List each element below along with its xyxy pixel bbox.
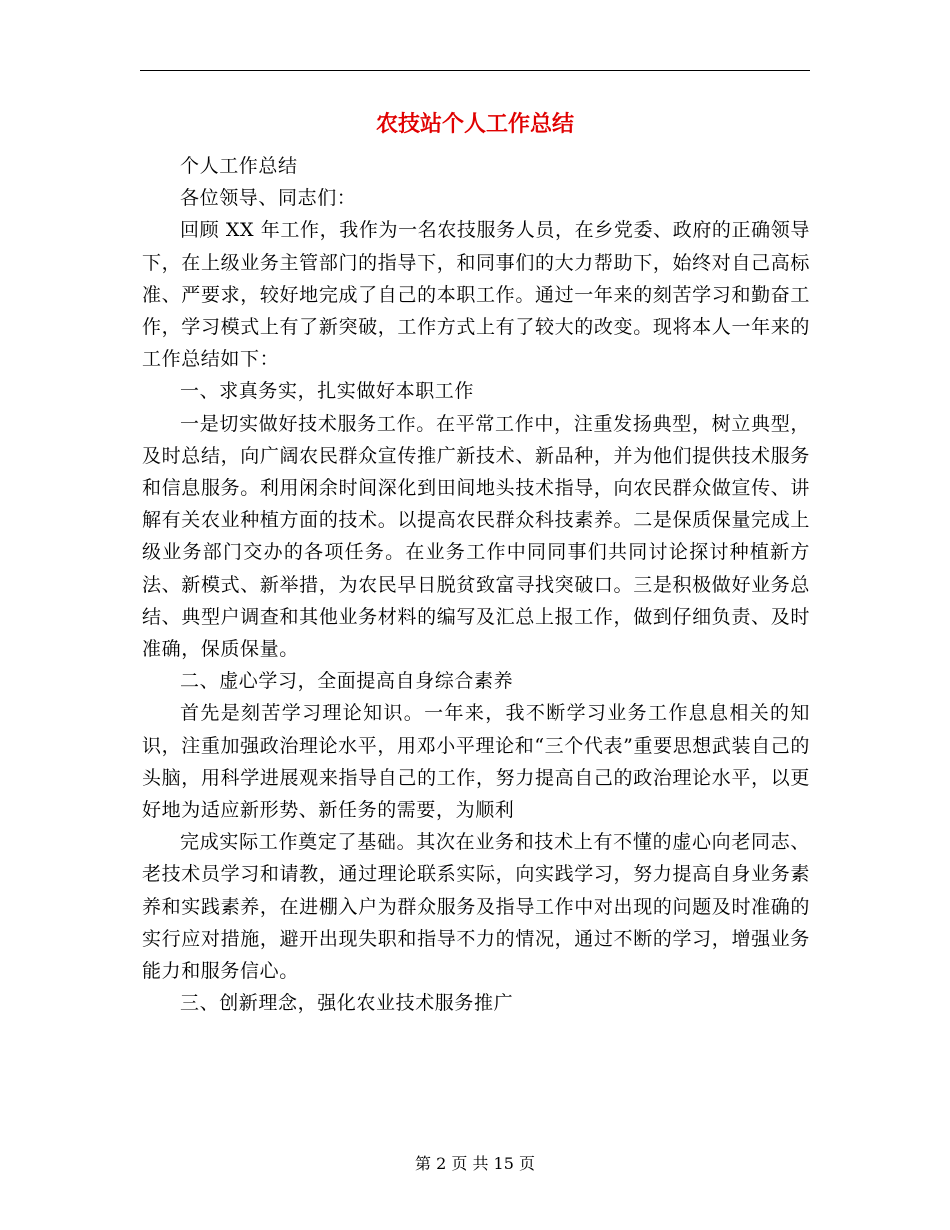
page-number-footer: 第 2 页 共 15 页 [415,1154,535,1173]
document-body [142,150,810,1019]
section-heading-3: 三、创新理念，强化农业技术服务推广 [180,992,514,1015]
salutation-paragraph: 各位领导、同志们： [180,187,357,210]
subtitle-paragraph: 个人工作总结 [180,155,298,177]
body-paragraph: 完成实际工作奠定了基础。其次在业务和技术上有不懂的虚心向老同志、老技术员学习和请教，通过理论联系实际，向实践学习，努力提高自身业务素养和实践素养，在进棚入户为群众服务及指导工作中对出现的问题及时准确的实行应对措施，避开出现失职和指导不力的情况，通过不断的学习，增强业务能力和服务信心。 [142,831,810,983]
body-paragraph: 一是切实做好技术服务工作。在平常工作中，注重发扬典型，树立典型，及时总结，向广阔农民群众宣传推广新技术、新品种，并为他们提供技术服务和信息服务。利用闲余时间深化到田间地头技术指导，向农民群众做宣传、讲解有关农业种植方面的技术。以提高农民群众科技素养。二是保质保量完成上级业务部门交办的各项任务。在业务工作中同同事们共同讨论探讨种植新方法、新模式、新举措，为农民早日脱贫致富寻找突破口。三是积极做好业务总结、典型户调查和其他业务材料的编写及汇总上报工作，做到仔细负责、及时准确，保质保量。 [142,412,810,661]
body-paragraph: 首先是刻苦学习理论知识。一年来，我不断学习业务工作息息相关的知识，注重加强政治理论水平，用邓小平理论和“三个代表”重要思想武装自己的头脑，用科学进展观来指导自己的工作，努力提高自己的政治理论水平，以更好地为适应新形势、新任务的需要，为顺利 [142,702,810,822]
header-rule [140,70,810,71]
intro-paragraph: 回顾 XX 年工作，我作为一名农技服务人员，在乡党委、政府的正确领导下，在上级业务主管部门的指导下，和同事们的大力帮助下，始终对自己高标准、严要求，较好地完成了自己的本职工作。通过一年来的刻苦学习和勤奋工作，学习模式上有了新突破，工作方式上有了较大的改变。现将本人一年来的工作总结如下： [142,219,810,371]
section-heading-2: 二、虚心学习，全面提高自身综合素养 [180,670,514,693]
document-title: 农技站个人工作总结 [375,111,574,137]
section-heading-1: 一、求真务实，扎实做好本职工作 [180,380,475,403]
